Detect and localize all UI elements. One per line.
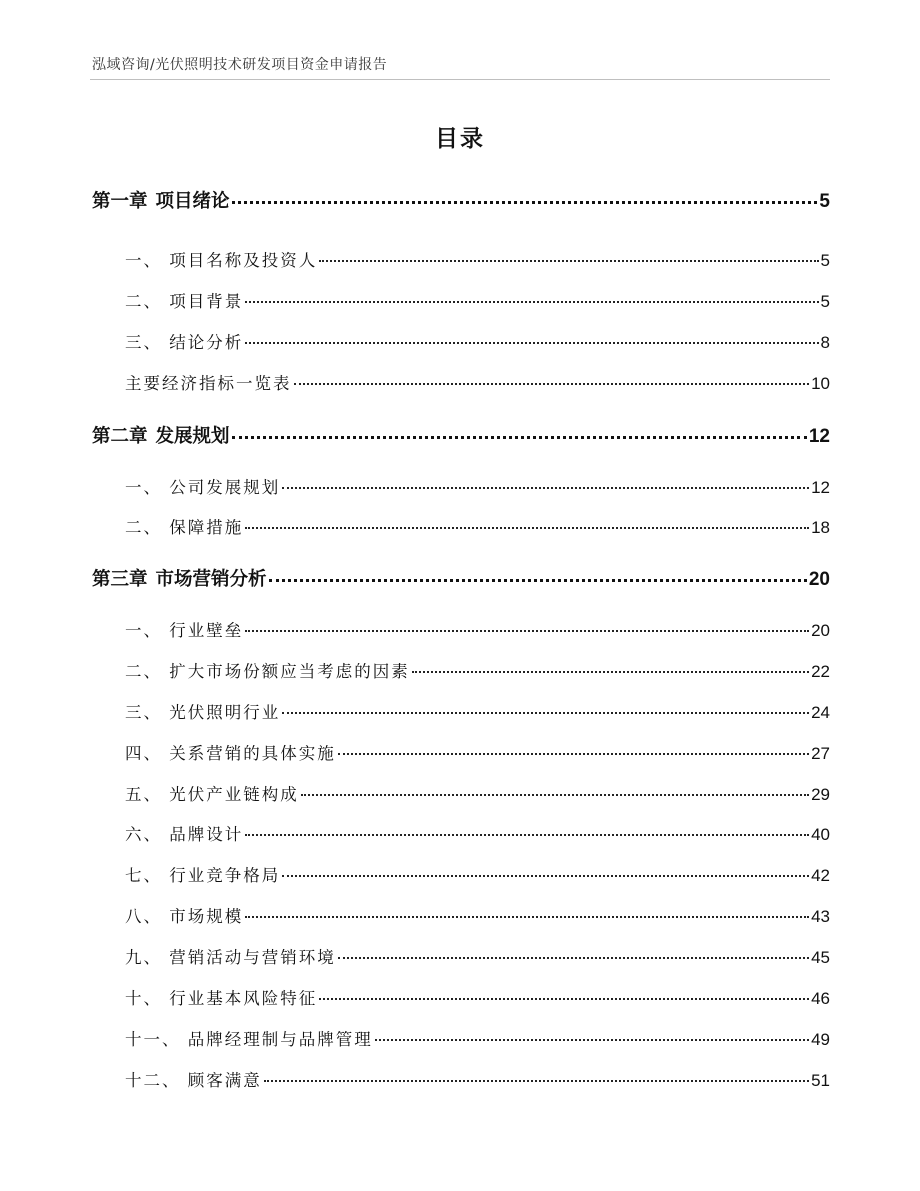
chapter-label: 第一章 bbox=[92, 190, 148, 212]
page-number: 8 bbox=[820, 333, 830, 352]
chapter-title: 市场营销分析 bbox=[155, 568, 267, 590]
page-number: 40 bbox=[811, 825, 830, 844]
chapter-label: 第二章 bbox=[92, 425, 148, 447]
page-number: 27 bbox=[811, 744, 830, 763]
dot-leader bbox=[245, 818, 809, 837]
section-title: 一、 行业壁垒 bbox=[125, 621, 244, 640]
toc-section[interactable] bbox=[125, 781, 830, 805]
header-divider bbox=[90, 79, 830, 80]
toc-section[interactable] bbox=[125, 1067, 830, 1091]
dot-leader bbox=[319, 244, 818, 263]
section-title: 二、 项目背景 bbox=[125, 292, 244, 311]
section-title: 十、 行业基本风险特征 bbox=[125, 989, 318, 1008]
page-number: 18 bbox=[811, 518, 830, 537]
dot-leader bbox=[232, 417, 807, 439]
dot-leader bbox=[412, 655, 809, 674]
section-title: 二、 保障措施 bbox=[125, 518, 244, 537]
section-title: 六、 品牌设计 bbox=[125, 825, 244, 844]
toc-section[interactable] bbox=[125, 699, 830, 723]
toc-section[interactable] bbox=[125, 247, 830, 271]
dot-leader bbox=[282, 471, 809, 490]
page-number: 12 bbox=[811, 478, 830, 497]
section-title: 主要经济指标一览表 bbox=[125, 374, 292, 393]
page-number: 29 bbox=[811, 785, 830, 804]
page-title: 目录 bbox=[435, 126, 485, 152]
toc-section[interactable] bbox=[125, 658, 830, 682]
dot-leader bbox=[245, 326, 818, 345]
toc-chapter-2[interactable] bbox=[92, 420, 830, 448]
toc-section[interactable] bbox=[125, 985, 830, 1009]
dot-leader bbox=[232, 182, 818, 204]
dot-leader bbox=[245, 511, 809, 530]
running-header: 泓域咨询/光伏照明技术研发项目资金申请报告 bbox=[92, 57, 388, 73]
section-title: 一、 项目名称及投资人 bbox=[125, 251, 318, 270]
toc-section[interactable] bbox=[125, 288, 830, 312]
page-number: 12 bbox=[808, 425, 830, 447]
page-number: 5 bbox=[820, 292, 830, 311]
dot-leader bbox=[375, 1023, 809, 1042]
page-number: 49 bbox=[811, 1030, 830, 1049]
page-number: 20 bbox=[808, 568, 830, 590]
section-title: 十一、 品牌经理制与品牌管理 bbox=[125, 1030, 373, 1049]
page-number: 45 bbox=[811, 948, 830, 967]
page-number: 5 bbox=[819, 190, 830, 212]
page-number: 46 bbox=[811, 989, 830, 1008]
toc-section[interactable] bbox=[125, 370, 830, 394]
toc-section[interactable] bbox=[125, 944, 830, 968]
dot-leader bbox=[282, 696, 809, 715]
section-title: 十二、 顾客满意 bbox=[125, 1071, 262, 1090]
page-number: 20 bbox=[811, 621, 830, 640]
chapter-title: 项目绪论 bbox=[155, 190, 230, 212]
toc-section[interactable] bbox=[125, 821, 830, 845]
chapter-title: 发展规划 bbox=[155, 425, 230, 447]
dot-leader bbox=[294, 367, 810, 386]
section-title: 七、 行业竞争格局 bbox=[125, 866, 281, 885]
dot-leader bbox=[245, 614, 809, 633]
toc-section[interactable] bbox=[125, 903, 830, 927]
page-number: 22 bbox=[811, 662, 830, 681]
dot-leader bbox=[301, 778, 809, 797]
dot-leader bbox=[282, 859, 809, 878]
page-number: 5 bbox=[820, 251, 830, 270]
page-number: 10 bbox=[811, 374, 830, 393]
dot-leader bbox=[245, 285, 818, 304]
dot-leader bbox=[319, 982, 809, 1001]
dot-leader bbox=[338, 737, 809, 756]
toc-section[interactable] bbox=[125, 617, 830, 641]
toc-chapter-3[interactable] bbox=[92, 563, 830, 591]
dot-leader bbox=[245, 900, 809, 919]
dot-leader bbox=[269, 560, 807, 582]
page-number: 42 bbox=[811, 866, 830, 885]
section-title: 八、 市场规模 bbox=[125, 907, 244, 926]
toc-section[interactable] bbox=[125, 862, 830, 886]
toc-section[interactable] bbox=[125, 1026, 830, 1050]
page-number: 51 bbox=[811, 1071, 830, 1090]
dot-leader bbox=[338, 941, 809, 960]
section-title: 三、 结论分析 bbox=[125, 333, 244, 352]
page-number: 43 bbox=[811, 907, 830, 926]
page-number: 24 bbox=[811, 703, 830, 722]
section-title: 四、 关系营销的具体实施 bbox=[125, 744, 336, 763]
dot-leader bbox=[264, 1064, 809, 1083]
section-title: 三、 光伏照明行业 bbox=[125, 703, 281, 722]
section-title: 五、 光伏产业链构成 bbox=[125, 785, 299, 804]
section-title: 九、 营销活动与营销环境 bbox=[125, 948, 336, 967]
section-title: 二、 扩大市场份额应当考虑的因素 bbox=[125, 662, 410, 681]
toc-section[interactable] bbox=[125, 329, 830, 353]
section-title: 一、 公司发展规划 bbox=[125, 478, 281, 497]
toc-section[interactable] bbox=[125, 514, 830, 538]
toc-chapter-1[interactable] bbox=[92, 185, 830, 213]
toc-section[interactable] bbox=[125, 740, 830, 764]
chapter-label: 第三章 bbox=[92, 568, 148, 590]
toc-section[interactable] bbox=[125, 474, 830, 498]
